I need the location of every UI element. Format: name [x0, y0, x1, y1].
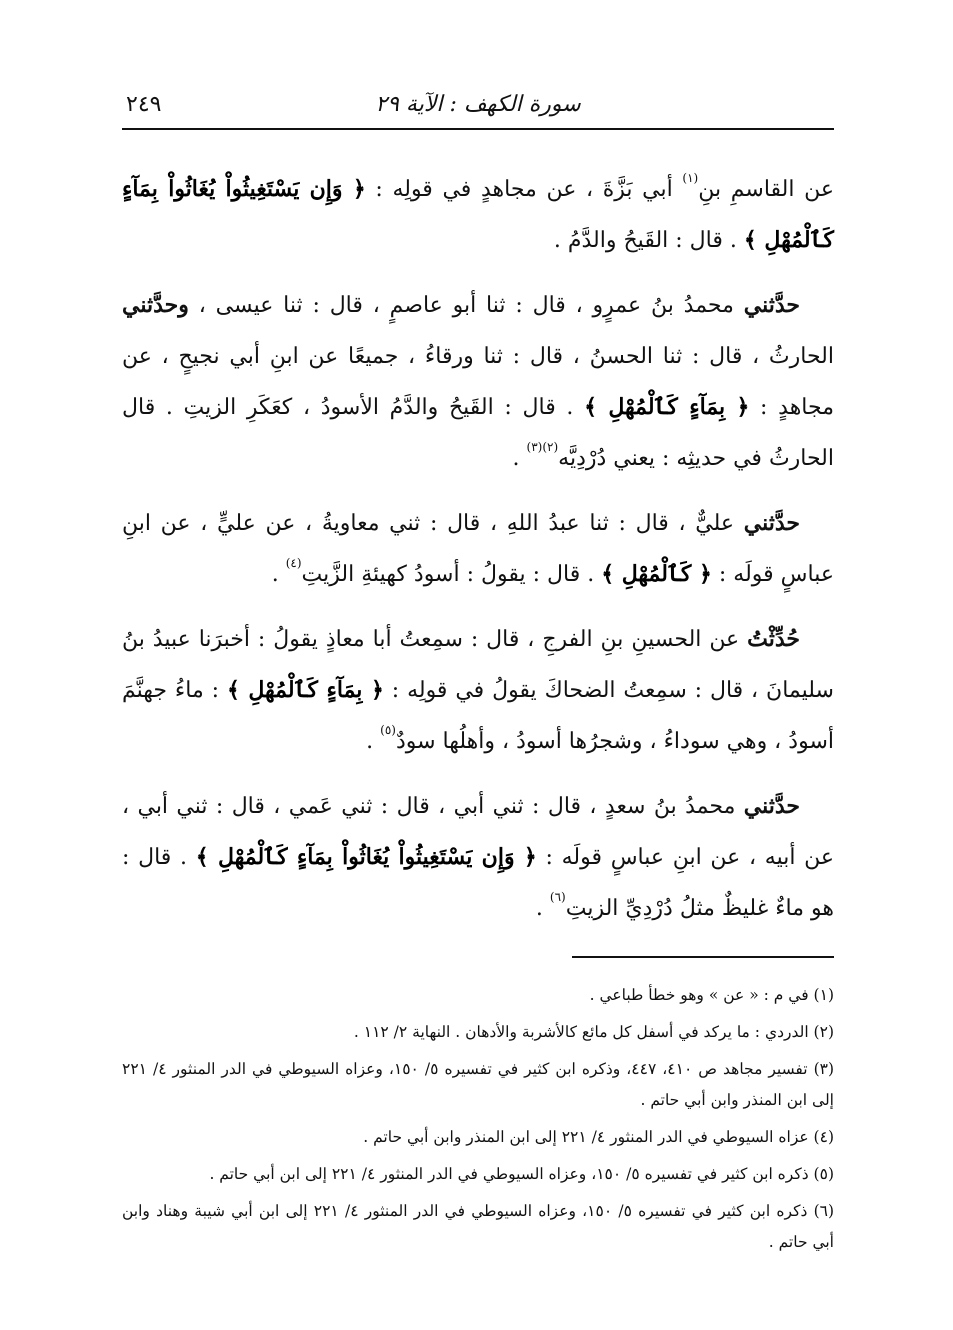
narration-opener: وحدَّثني	[122, 292, 189, 318]
quran-verse: ﴿ بِمَآءٍ كَٱلْمُهْلِ ﴾	[226, 677, 384, 703]
footnote-3: (٣) تفسير مجاهد ص ٤١٠، ٤٤٧، وذكره ابن كثير في تفسيره ٥/ ١٥٠، وعزاه السيوطي في الدر المنثور ٤/ ٢٢١ إلى ابن المنذر وابن أبي حاتم .	[122, 1060, 835, 1109]
quran-verse: ﴿ كَٱلْمُهْلِ ﴾	[601, 561, 712, 587]
footnote-ref-5: (٥)	[380, 723, 396, 737]
quran-verse: ﴿ بِمَآءٍ كَٱلْمُهْلِ ﴾	[584, 394, 750, 420]
page-number: ٢٤٩	[126, 92, 162, 117]
text-segment: عن القاسمِ بنِ	[698, 177, 834, 202]
narration-paragraph-2	[122, 280, 834, 484]
text-segment: عن الحسينِ بنِ الفرجِ ، قال : سمِعتُ أبا معاذٍ يقولُ : أخبرَنا عبيدُ بنُ سليمانَ ، قال : سمِعتُ الضحاكَ يقولُ في قولِه :	[122, 627, 834, 703]
text-segment: محمدُ بنُ عمرٍو ، قال : ثنا أبو عاصمٍ ، قال : ثنا عيسى ،	[188, 293, 744, 318]
surah-title: سورة الكهف : الآية ٢٩	[375, 92, 581, 117]
footnote-ref-4: (٤)	[285, 556, 302, 570]
text-segment: .	[366, 729, 381, 754]
footnote-ref-6: (٦)	[549, 890, 566, 904]
text-segment: محمدُ بنُ سعدٍ ، قال : ثني أبي ، قال : ثني عَمي ، قال : ثني أبي ، عن أبيه ، عن ابنِ عباسٍ قولَه :	[122, 794, 835, 870]
text-segment: .	[512, 446, 527, 471]
page-header	[122, 86, 834, 130]
narration-paragraph-1	[122, 164, 834, 266]
narration-paragraph-3	[122, 498, 834, 600]
footnote-2: (٢) الدردي : ما يركد في أسفل كل مائع كالأشربة والأدهان . النهاية ٢/ ١١٢ .	[353, 1023, 834, 1041]
book-page	[122, 86, 834, 1316]
quran-verse: ﴿ وَإِن يَسْتَغِيثُواْ يُغَاثُواْ بِمَآءٍ كَٱلْمُهْلِ ﴾	[195, 844, 537, 870]
footnote-4: (٤) عزاه السيوطي في الدر المنثور ٤/ ٢٢١ إلى ابن المنذر وابن أبي حاتم .	[363, 1128, 834, 1146]
narration-opener: حُدِّثْتُ	[747, 626, 800, 652]
text-segment: .	[271, 562, 286, 587]
footnote-ref-1: (١)	[682, 171, 699, 185]
text-segment: الحارثُ ، قال : ثنا الحسنُ ، قال : ثنا ورقاءُ ، جميعًا عن ابنِ أبي نجيحٍ ، عن مجاهدٍ :	[122, 344, 834, 420]
footnote-5: (٥) ذكره ابن كثير في تفسيره ٥/ ١٥٠، وعزاه السيوطي في الدر المنثور ٤/ ٢٢١ إلى ابن أبي حاتم .	[209, 1165, 834, 1183]
footnote-1: (١) في م : « عن » وهو خطأ طباعي .	[589, 986, 834, 1004]
text-segment: .	[535, 896, 550, 921]
text-segment: . قال : هو ماءٌ غليظٌ مثلُ دُرْدِيِّ الزيتِ	[122, 845, 834, 921]
footnote-ref-2-3: (٢)(٣)	[526, 440, 559, 454]
narration-opener: حدَّثني	[743, 510, 800, 536]
narration-opener: حدَّثني	[743, 292, 800, 318]
quran-verse: ﴿ وَإِن يَسْتَغِيثُواْ يُغَاثُواْ بِمَآءٍ كَٱلْمُهْلِ ﴾	[122, 176, 834, 253]
text-segment: . قال : يقولُ : أسودُ كهيئةِ الزَّيتِ	[301, 562, 602, 587]
text-segment: أبي بَزَّةَ ، عن مجاهدٍ في قولِه :	[365, 177, 683, 202]
footnote-6: (٦) ذكره ابن كثير في تفسيره ٥/ ١٥٠، وعزاه السيوطي في الدر المنثور ٤/ ٢٢١ إلى ابن أبي شيبة وهناد وابن أبي حاتم .	[122, 1202, 835, 1251]
footnotes-section	[122, 980, 834, 1258]
text-segment: : ماءُ جهنَّمَ أسودُ ، وهي سوداءُ ، وشجرُها أسودُ ، وأهلُها سودٌ	[122, 678, 834, 754]
narration-paragraph-4	[122, 614, 834, 767]
footnote-separator	[572, 956, 834, 958]
narration-paragraph-5	[122, 781, 834, 934]
narration-opener: حدَّثني	[743, 793, 800, 819]
text-segment: . قال : القَيحُ والدَّمُ الأسودُ ، كعَكَرِ الزيتِ . قال الحارثُ في حديثِه : يعني دُرْدِيَّه	[122, 395, 834, 471]
text-segment: عليٌّ ، قال : ثنا عبدُ اللهِ ، قال : ثني معاويةُ ، عن عليٍّ ، عن ابنِ عباسٍ قولَه :	[122, 511, 834, 587]
text-segment: . قال : القَيحُ والدَّمُ .	[553, 228, 744, 253]
main-text	[122, 164, 834, 934]
